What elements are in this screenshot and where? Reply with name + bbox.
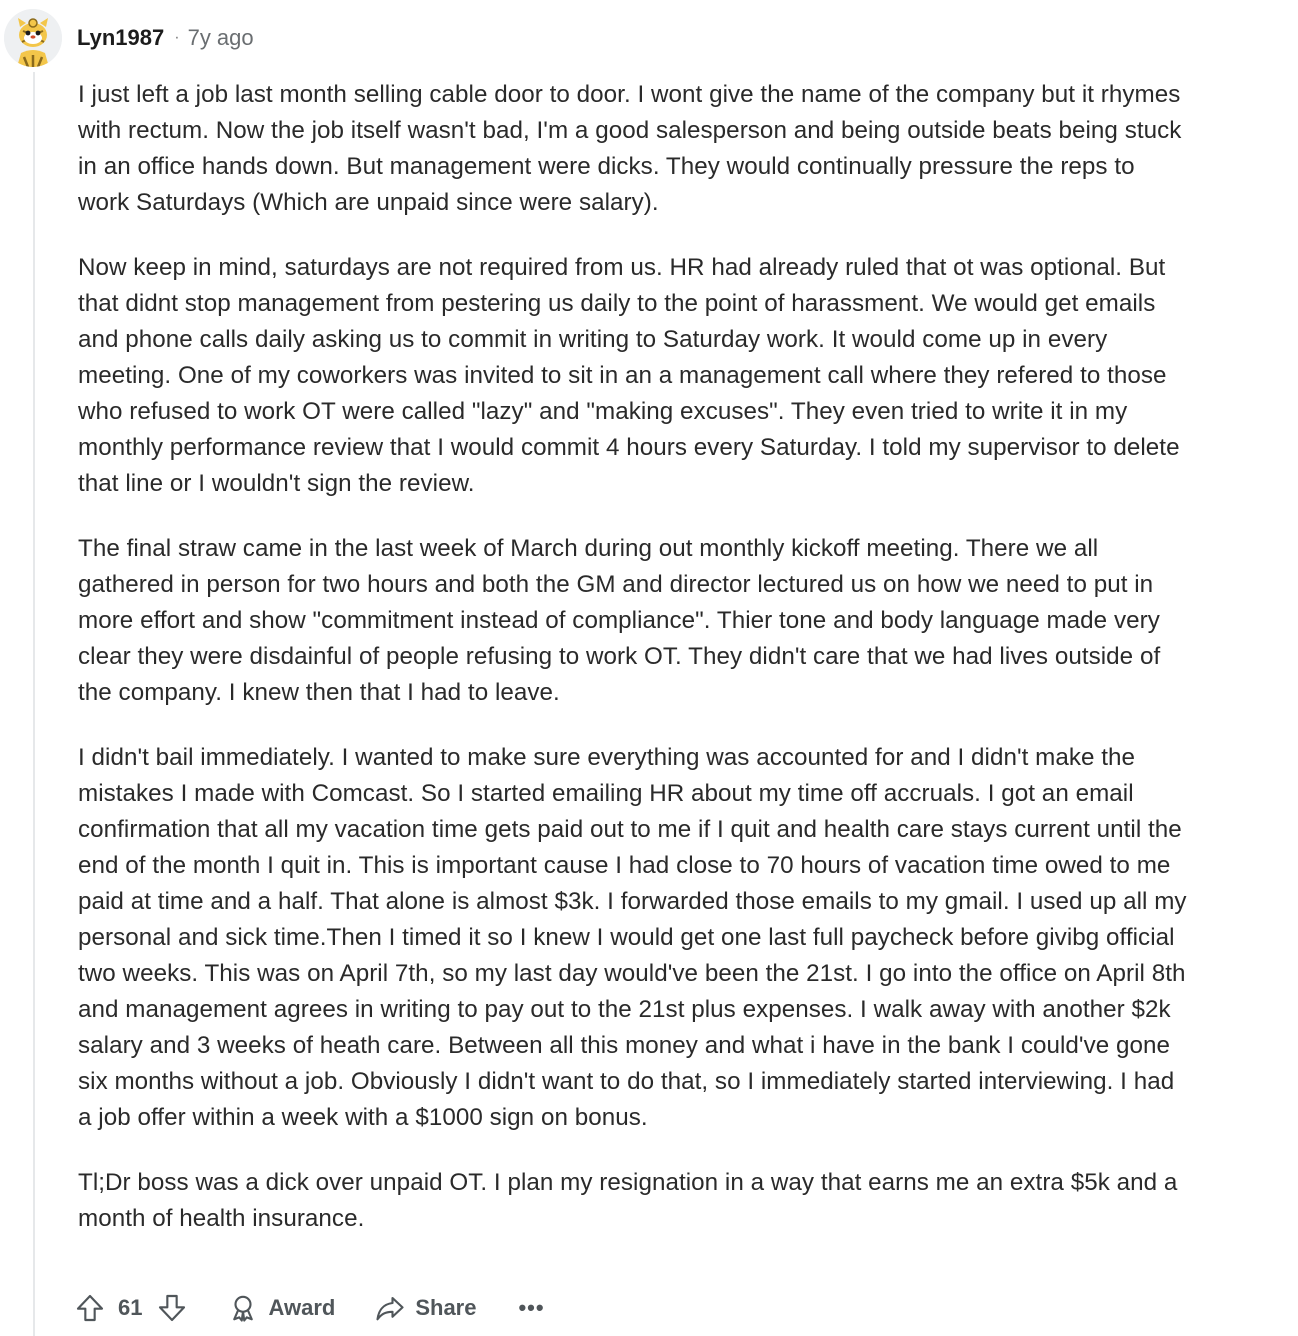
comment-paragraph: Tl;Dr boss was a dick over unpaid OT. I plan my resignation in a way that earns me an extra $5k and a month of health insurance. bbox=[78, 1169, 1178, 1232]
upvote-icon[interactable] bbox=[74, 1292, 106, 1324]
share-label: Share bbox=[415, 1295, 477, 1320]
share-button[interactable] bbox=[375, 1293, 476, 1323]
award-label: Award bbox=[268, 1295, 336, 1320]
meta-separator: · bbox=[174, 29, 180, 46]
snoo-avatar-icon bbox=[4, 9, 62, 67]
avatar[interactable] bbox=[4, 9, 62, 67]
more-options-icon[interactable]: ••• bbox=[518, 1295, 545, 1320]
comment-paragraph: Now keep in mind, saturdays are not required from us. HR had already ruled that ot was optional. But that didnt stop management from pestering us daily to the point of harassment. We would get emails and phone calls daily asking us to commit in writing to Saturday work. It would come up in every meeting. One of my coworkers was invited to sit in an a management call where they refered to those who refused to work OT were called "lazy" and "making excuses". They even tried to write it in my monthly performance review that I would commit 4 hours every Saturday. I told my supervisor to delete that line or I wouldn't sign the review. bbox=[78, 254, 1180, 497]
vote-count: 61 bbox=[118, 1295, 143, 1320]
award-icon bbox=[228, 1293, 258, 1323]
comment-body bbox=[78, 77, 1188, 1266]
comment-paragraph: The final straw came in the last week of March during out monthly kickoff meeting. There we all gathered in person for two hours and both the GM and director lectured us on how we need to put in more effort and show "commitment instead of compliance". Thier tone and body language made very clear they were disdainful of people refusing to work OT. They didn't care that we had lives outside of the company. I knew then that I had to leave. bbox=[78, 535, 1161, 706]
comment-action-bar bbox=[74, 1286, 545, 1330]
downvote-icon[interactable] bbox=[156, 1292, 188, 1324]
author-name[interactable]: Lyn1987 bbox=[77, 25, 165, 50]
share-icon bbox=[375, 1293, 405, 1323]
comment-paragraph: I didn't bail immediately. I wanted to make sure everything was accounted for and I didn't make the mistakes I made with Comcast. So I started emailing HR about my time off accruals. I got an email confirmation that all my vacation time gets paid out to me if I quit and health care stays current until the end of the month I quit in. This is important cause I had close to 70 hours of vacation time owed to me paid at time and a half. That alone is almost $3k. I forwarded those emails to my gmail. I used up all my personal and sick time.Then I timed it so I knew I would get one last full paycheck before givibg official two weeks. This was on April 7th, so my last day would've been the 21st. I go into the office on April 8th and management agrees in writing to pay out to the 21st plus expenses. I walk away with another $2k salary and 3 weeks of heath care. Between all this money and what i have in the bank I could've gone six months without a job. Obviously I didn't want to do that, so I immediately started interviewing. I had a job offer within a week with a $1000 sign on bonus. bbox=[78, 744, 1187, 1131]
thread-line[interactable] bbox=[33, 72, 35, 1336]
comment-timestamp[interactable]: 7y ago bbox=[187, 25, 254, 50]
comment-paragraph: I just left a job last month selling cable door to door. I wont give the name of the company but it rhymes with rectum. Now the job itself wasn't bad, I'm a good salesperson and being outside beats being stuck in an office hands down. But management were dicks. They would continually pressure the reps to work Saturdays (Which are unpaid since were salary). bbox=[78, 81, 1182, 216]
comment-header bbox=[4, 8, 254, 68]
award-button[interactable] bbox=[228, 1293, 335, 1323]
